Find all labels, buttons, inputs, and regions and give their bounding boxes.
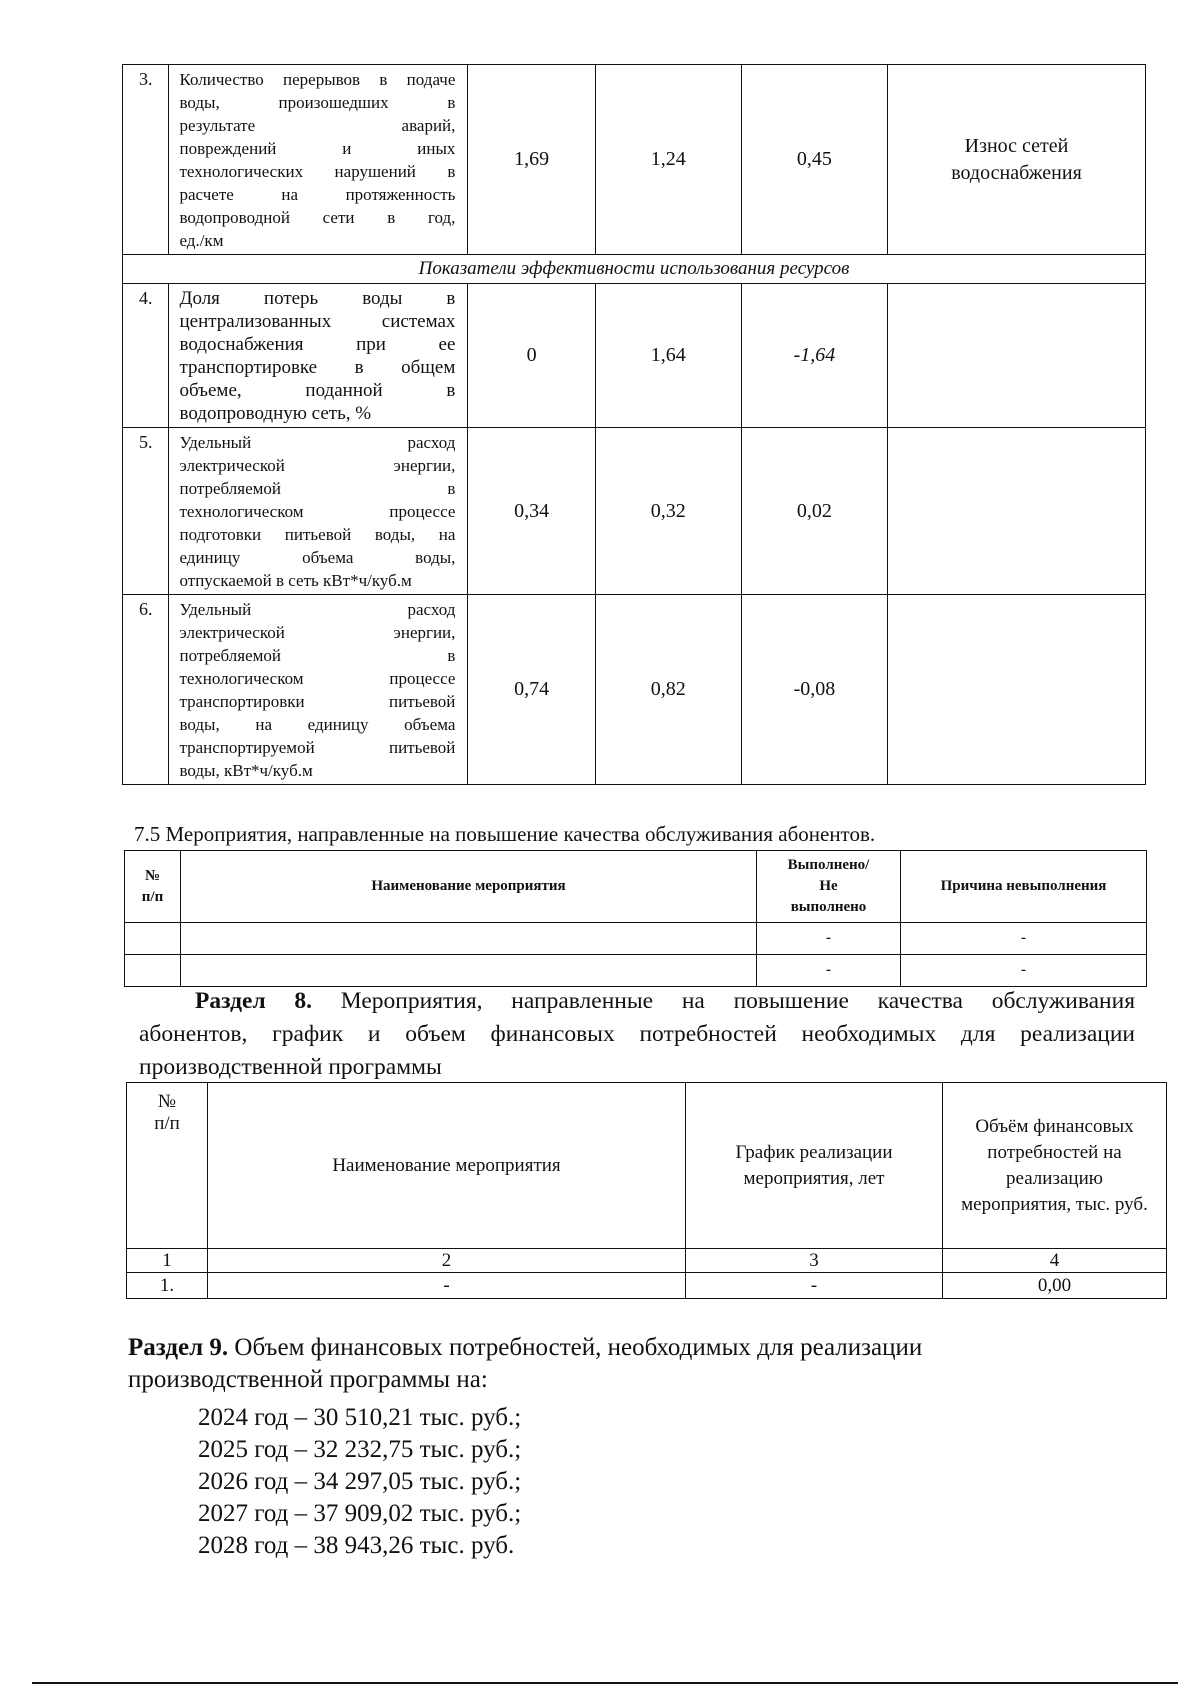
desc-line: электрической энергии, — [179, 456, 456, 475]
header-line: Объём финансовых — [975, 1115, 1134, 1137]
table-row — [123, 428, 1146, 595]
section-8-line: абонентов, график и объем финансовых потребностей необходимых для реализации — [139, 1021, 1135, 1047]
desc-line: воды, кВт*ч/куб.м — [179, 761, 313, 780]
fact-value: 0,32 — [595, 428, 741, 595]
desc-line: транспортируемой питьевой — [179, 738, 456, 757]
table-row — [123, 595, 1146, 785]
section-7-5-caption: 7.5 Мероприятия, направленные на повышение качества обслуживания абонентов. — [134, 822, 876, 846]
plan-value: 0,74 — [468, 595, 595, 785]
plan-value: 0,34 — [468, 428, 595, 595]
table-row — [125, 955, 1147, 987]
table-row — [127, 1273, 1167, 1299]
fact-value: 1,24 — [595, 65, 741, 255]
reason-line: Износ сетей — [964, 134, 1069, 157]
column-number: 2 — [208, 1249, 686, 1273]
row-number: 4. — [123, 284, 169, 428]
list-item: 2024 год – 30 510,21 тыс. руб.; — [198, 1404, 522, 1431]
desc-line: технологическом процессе — [179, 669, 456, 688]
desc-line: централизованных системах — [179, 311, 456, 332]
indicator-description — [169, 428, 468, 595]
measure-name: - — [208, 1273, 686, 1299]
indicator-description — [169, 284, 468, 428]
reason-value: - — [901, 955, 1147, 987]
section-9-line — [128, 1332, 922, 1364]
header-line: Выполнено/ — [787, 857, 870, 873]
measure-name — [181, 955, 757, 987]
header-line: реализацию — [1006, 1167, 1103, 1189]
column-number: 3 — [686, 1249, 943, 1273]
status-value: - — [757, 955, 901, 987]
desc-line: Удельный расход — [179, 433, 456, 452]
desc-line: транспортировки питьевой — [179, 692, 456, 711]
desc-line: расчете на протяженность — [179, 185, 456, 204]
desc-line: результате аварий, — [179, 116, 456, 135]
plan-value: 0 — [468, 284, 595, 428]
reason-value: - — [901, 923, 1147, 955]
deviation-value: 0,02 — [741, 428, 887, 595]
section-9-text: Объем финансовых потребностей, необходимых для реализации — [234, 1334, 923, 1361]
deviation-value: -1,64 — [741, 284, 887, 428]
deviation-value: -0,08 — [741, 595, 887, 785]
row-number — [125, 923, 181, 955]
section-9-heading — [128, 1332, 922, 1396]
column-number: 4 — [943, 1249, 1167, 1273]
row-number: 5. — [123, 428, 169, 595]
reason-header: Причина невыполнения — [901, 851, 1147, 923]
desc-line: отпускаемой в сеть кВт*ч/куб.м — [179, 571, 412, 590]
section-title-row — [123, 255, 1146, 284]
table-row — [123, 65, 1146, 255]
header-line: п/п — [154, 1113, 180, 1134]
header-line: Не — [819, 878, 838, 894]
column-number-row — [127, 1249, 1167, 1273]
section-8-text: Мероприятия, направленные на повышение качества обслуживания — [340, 988, 1136, 1014]
list-item: 2027 год – 37 909,02 тыс. руб.; — [198, 1500, 522, 1527]
section-8-heading — [139, 985, 1135, 1084]
desc-line: объеме, поданной в — [179, 380, 456, 401]
desc-line: транспортировке в общем — [179, 357, 456, 378]
section-8-line — [139, 985, 1135, 1018]
desc-line: электрической энергии, — [179, 623, 456, 642]
yearly-financing-list — [198, 1402, 521, 1562]
section-9-line: производственной программы на: — [128, 1366, 488, 1393]
desc-line: единицу объема воды, — [179, 548, 456, 567]
reason-line: водоснабжения — [951, 161, 1082, 184]
section-8-line: производственной программы — [139, 1054, 442, 1080]
fact-value: 1,64 — [595, 284, 741, 428]
desc-line: водопроводную сеть, % — [179, 403, 372, 424]
measure-name — [181, 923, 757, 955]
reason-cell — [888, 65, 1146, 255]
finance-value: 0,00 — [943, 1273, 1167, 1299]
indicator-description — [169, 595, 468, 785]
desc-line: подготовки питьевой воды, на — [179, 525, 456, 544]
finance-header — [943, 1083, 1167, 1249]
header-line: выполнено — [790, 899, 867, 915]
fact-value: 0,82 — [595, 595, 741, 785]
schedule-header — [686, 1083, 943, 1249]
list-item: 2025 год – 32 232,75 тыс. руб.; — [198, 1436, 522, 1463]
row-number: 6. — [123, 595, 169, 785]
desc-line: воды, на единицу объема — [179, 715, 456, 734]
plan-value: 1,69 — [468, 65, 595, 255]
desc-line: Доля потерь воды в — [179, 288, 456, 309]
row-number — [125, 955, 181, 987]
list-item: 2026 год – 34 297,05 тыс. руб.; — [198, 1468, 522, 1495]
indicator-description — [169, 65, 468, 255]
desc-line: потребляемой в — [179, 646, 456, 665]
reason-cell — [888, 428, 1146, 595]
desc-line: Удельный расход — [179, 600, 456, 619]
section-9-label: Раздел 9. — [128, 1334, 229, 1361]
list-item: 2028 год – 38 943,26 тыс. руб. — [198, 1532, 515, 1559]
header-line: График реализации — [735, 1141, 893, 1163]
desc-line: ед./км — [179, 231, 224, 250]
desc-line: технологическом процессе — [179, 502, 456, 521]
deviation-value: 0,45 — [741, 65, 887, 255]
status-value: - — [757, 923, 901, 955]
row-number: 1. — [127, 1273, 208, 1299]
header-line: № — [144, 867, 161, 884]
desc-line: потребляемой в — [179, 479, 456, 498]
header-row — [127, 1083, 1167, 1249]
reason-cell — [888, 595, 1146, 785]
header-line: мероприятия, лет — [743, 1167, 885, 1189]
name-header: Наименование мероприятия — [181, 851, 757, 923]
column-number: 1 — [127, 1249, 208, 1273]
table-row — [125, 923, 1147, 955]
header-line: мероприятия, тыс. руб. — [961, 1193, 1148, 1215]
table-row — [123, 284, 1146, 428]
section-title: Показатели эффективности использования ресурсов — [123, 255, 1146, 284]
indicators-table — [122, 64, 1146, 785]
desc-line: повреждений и иных — [179, 139, 456, 158]
desc-line: Количество перерывов в подаче — [179, 70, 456, 89]
desc-line: технологических нарушений в — [179, 162, 456, 181]
header-line: потребностей на — [987, 1141, 1122, 1163]
measures-table-8 — [126, 1082, 1167, 1299]
num-header — [127, 1083, 208, 1249]
status-header — [757, 851, 901, 923]
section-8-label: Раздел 8. — [195, 988, 313, 1014]
row-number: 3. — [123, 65, 169, 255]
header-row — [125, 851, 1147, 923]
schedule-value: - — [686, 1273, 943, 1299]
desc-line: водопроводной сети в год, — [179, 208, 456, 227]
num-header — [125, 851, 181, 923]
header-line: п/п — [141, 888, 164, 905]
desc-line: водоснабжения при ее — [179, 334, 456, 355]
header-line: № — [157, 1091, 177, 1112]
measures-table-7-5 — [124, 850, 1147, 987]
name-header: Наименование мероприятия — [208, 1083, 686, 1249]
reason-cell — [888, 284, 1146, 428]
desc-line: воды, произошедших в — [179, 93, 456, 112]
